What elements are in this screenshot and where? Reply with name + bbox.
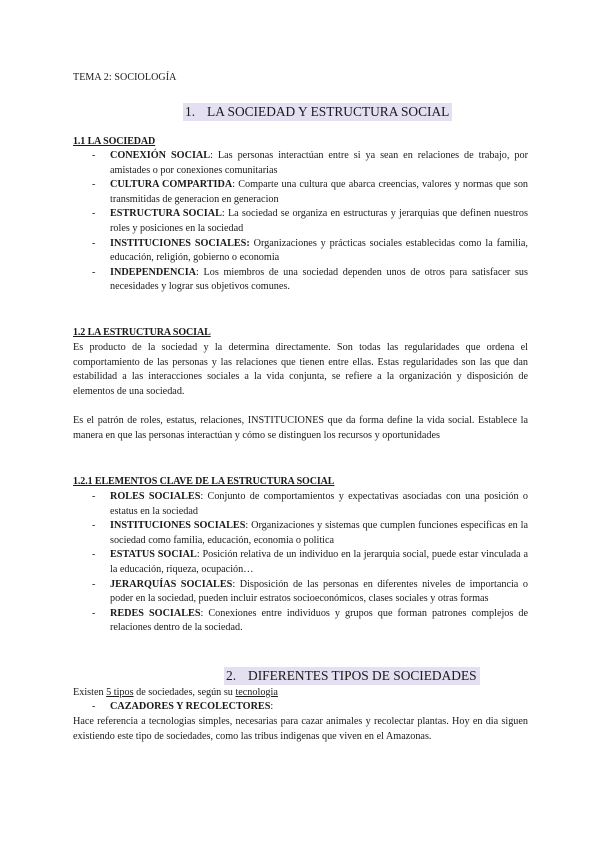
item-sep: : xyxy=(221,208,225,220)
paragraph-structure-pattern: Es el patrón de roles, estatus, relaciones, INSTITUCIONES que da forma define la vida social. Establece la manera en que las personas interactúan y cómo se distinguen los recursos y oportunidades xyxy=(73,415,528,441)
list-item xyxy=(92,149,528,178)
section-heading-2 xyxy=(224,667,480,685)
section-number: 1. xyxy=(185,104,196,119)
item-term: INDEPENDENCIA xyxy=(110,266,197,278)
item-term: INSTITUCIONES SOCIALES xyxy=(110,520,246,532)
subheading-1-2-1: 1.2.1 ELEMENTOS CLAVE DE LA ESTRUCTURA SOCIAL xyxy=(73,476,335,487)
item-sep: : xyxy=(196,266,199,278)
item-text: Conexiones entre individuos y grupos que forman patrones complejos de relaciones dentro de la sociedad. xyxy=(110,607,528,634)
list-item xyxy=(92,700,528,715)
item-text: Organizaciones y prácticas sociales establecidas como la familia, educación, religión, gobierno o economia xyxy=(110,237,528,264)
item-text: Los miembros de una sociedad dependen unos de otros para satisfacer sus necesidades y lograr sus objetivos comunes. xyxy=(110,266,528,293)
paragraph-hunter-gatherers: Hace referencia a tecnologias simples, necesarias para cazar animales y recolectar plantas. Hoy en dia siguen existiendo este tipo de sociedades, como las tribus indigenas que viven en el Amazonas. xyxy=(73,716,528,742)
list-item xyxy=(92,519,528,548)
list-item xyxy=(92,607,528,636)
underlined-term: 5 tipos xyxy=(106,687,134,698)
item-term: CULTURA COMPARTIDA xyxy=(110,179,233,191)
item-sep: : xyxy=(232,578,236,590)
bullet-dash: - xyxy=(92,520,96,532)
bullet-dash: - xyxy=(92,578,96,590)
bullet-dash: - xyxy=(92,237,96,249)
item-term: REDES SOCIALES xyxy=(110,607,201,619)
item-sep: : xyxy=(210,150,213,161)
item-sep: : xyxy=(200,607,204,619)
section-heading-1 xyxy=(183,103,452,121)
list-item xyxy=(92,548,528,577)
bullet-dash: - xyxy=(92,179,96,191)
underlined-term: tecnologia xyxy=(235,687,278,698)
item-text: Disposición de las personas en diferentes niveles de importancia o poder en la sociedad, pueden incluir estratos socioeconómicos, clases sociales y otras formas xyxy=(110,578,528,605)
section-title: LA SOCIEDAD Y ESTRUCTURA SOCIAL xyxy=(207,104,450,119)
subheading-1-2: 1.2 LA ESTRUCTURA SOCIAL xyxy=(73,327,211,338)
intro-text: de sociedades, según su xyxy=(133,687,236,698)
society-features-list xyxy=(92,149,528,295)
list-item xyxy=(92,266,528,295)
bullet-dash: - xyxy=(92,208,96,220)
item-term: JERARQUÍAS SOCIALES xyxy=(110,578,233,590)
section-2-intro xyxy=(73,686,278,701)
item-sep: : xyxy=(200,491,204,502)
bullet-dash: - xyxy=(92,607,96,619)
item-text: Conjunto de comportamientos y expectativas asociadas con una posición o estatus en la sociedad xyxy=(110,491,529,517)
key-elements-list xyxy=(92,490,528,636)
item-term: ROLES SOCIALES xyxy=(110,491,201,502)
document-topic: TEMA 2: SOCIOLOGÍA xyxy=(73,72,177,83)
item-term: CONEXIÓN SOCIAL xyxy=(110,150,211,161)
intro-text: Existen xyxy=(73,687,107,698)
item-term: ESTRUCTURA SOCIAL xyxy=(110,208,222,220)
item-sep: : xyxy=(232,179,236,191)
item-sep: : xyxy=(245,520,249,532)
list-item xyxy=(92,207,528,236)
item-text: Comparte una cultura que abarca creencias, valores y normas que son transmitidas de generacion en generacion xyxy=(110,179,529,205)
list-item xyxy=(92,490,528,519)
subheading-1-1: 1.1 LA SOCIEDAD xyxy=(73,136,156,147)
item-text: Las personas interactúan entre si ya sean en relaciones de trabajo, por amistades o por conexiones comunitarias xyxy=(110,150,528,176)
item-term: CAZADORES Y RECOLECTORES xyxy=(110,701,271,712)
bullet-dash: - xyxy=(92,491,96,502)
item-text: Posición relativa de un individuo en la jerarquia social, puede estar vinculada a la educación, riqueza, ocupación… xyxy=(110,549,528,575)
item-text: Organizaciones y sistemas que cumplen funciones especificas en la sociedad como familia, educación, economia o politica xyxy=(110,520,528,546)
item-sep: : xyxy=(196,549,200,561)
society-types-list xyxy=(92,700,528,715)
bullet-dash: - xyxy=(92,701,96,712)
paragraph-structure-definition: Es producto de la sociedad y la determina directamente. Son todas las regularidades que ordena el comportamiento de las personas y las relaciones que tienen entre ellas. Estas regularidades son las que dan estabilidad a las interacciones sociales a la vida conjunta, se refiere a la organización y disposición de elementos de una sociedad. xyxy=(73,342,528,397)
bullet-dash: - xyxy=(92,266,96,278)
list-item xyxy=(92,237,528,266)
section-number: 2. xyxy=(226,668,237,683)
item-text: La sociedad se organiza en estructuras y jerarquias que definen nuestros roles y posiciones en la sociedad xyxy=(110,208,528,234)
item-term: ESTATUS SOCIAL xyxy=(110,549,197,561)
bullet-dash: - xyxy=(92,549,96,561)
bullet-dash: - xyxy=(92,150,96,161)
item-sep: : xyxy=(270,701,274,712)
item-term: INSTITUCIONES SOCIALES: xyxy=(110,237,250,249)
list-item xyxy=(92,578,528,607)
list-item xyxy=(92,178,528,207)
section-title: DIFERENTES TIPOS DE SOCIEDADES xyxy=(248,668,477,683)
